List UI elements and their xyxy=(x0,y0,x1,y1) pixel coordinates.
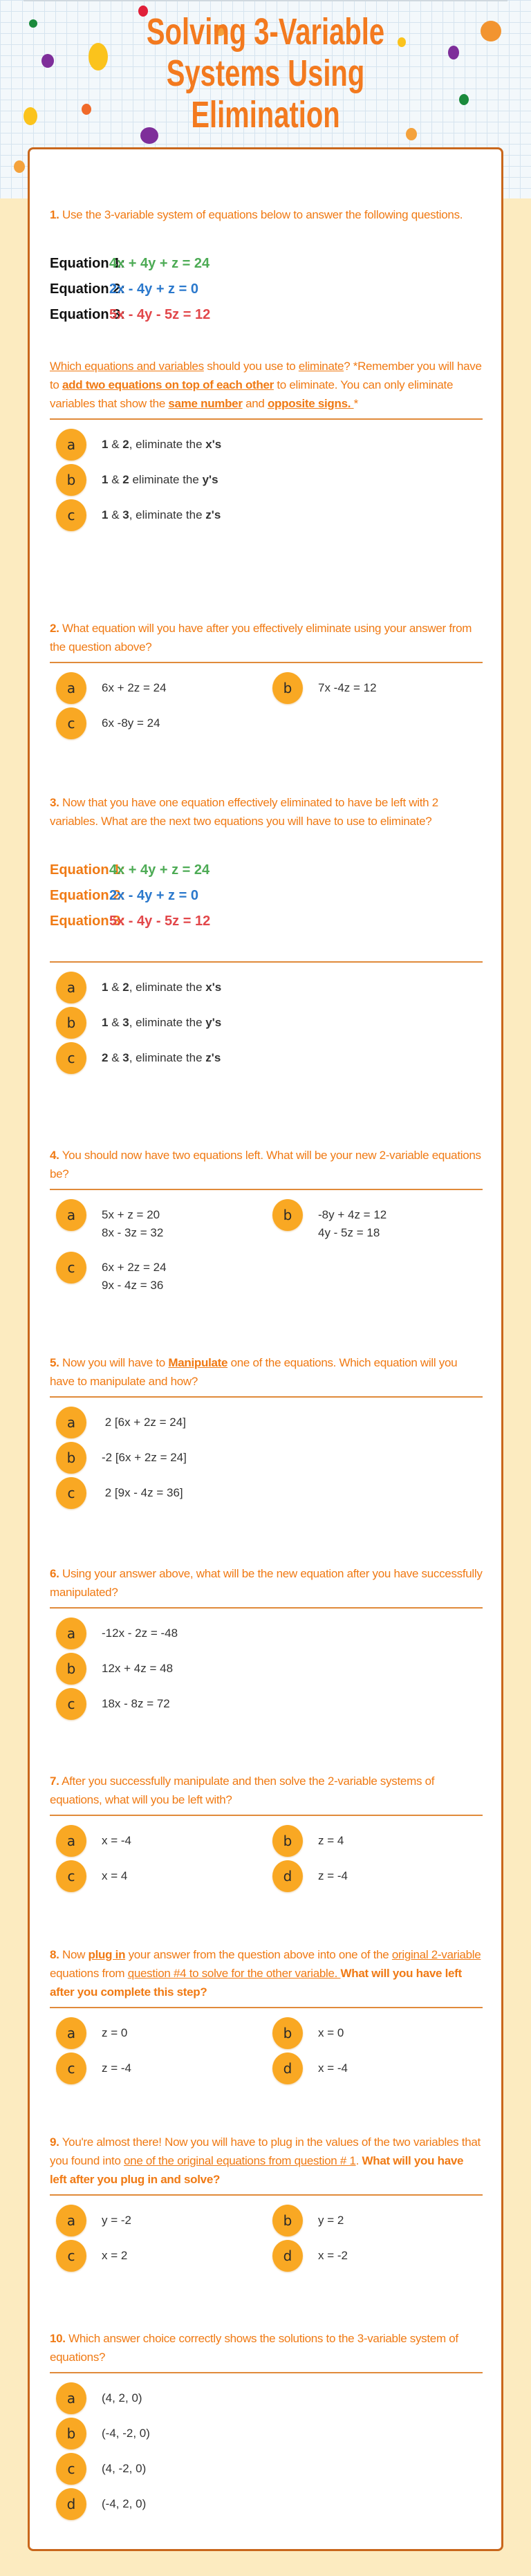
paint-splat-orange xyxy=(14,160,25,173)
option-text-part: 1 xyxy=(102,472,109,486)
underlined-text: add two equations on top of each other xyxy=(62,378,274,391)
option-text-part: 3 xyxy=(122,508,129,521)
option-letter-badge[interactable]: a xyxy=(56,429,86,461)
option-text xyxy=(102,679,167,697)
option-text xyxy=(102,2495,146,2513)
answer-option-c[interactable] xyxy=(50,2240,266,2275)
divider xyxy=(50,1607,483,1609)
option-text xyxy=(318,2024,344,2042)
divider xyxy=(50,1189,483,1190)
question-text-segment: one of the equations. Which equation will you have to manipulate and how? xyxy=(50,1356,458,1388)
answer-option-a[interactable] xyxy=(50,1618,483,1653)
equation-label: Equation 1: xyxy=(50,256,125,271)
underlined-text: Manipulate xyxy=(168,1356,228,1369)
question-text-segment: You're almost there! Now you will have to plug in the values of the two variables that you found into xyxy=(50,2135,481,2167)
option-letter-badge[interactable]: c xyxy=(56,1860,86,1892)
option-text-part: 1 xyxy=(102,980,109,994)
option-text-part: z = 0 xyxy=(102,2026,128,2039)
option-text xyxy=(102,2247,127,2265)
option-letter-badge[interactable]: c xyxy=(56,1042,86,1074)
equation-label: Equation 2: xyxy=(50,281,125,297)
answer-option-d[interactable] xyxy=(50,2488,483,2523)
answer-option-c[interactable] xyxy=(50,1860,266,1896)
question-text xyxy=(50,1353,483,1391)
answer-option-a[interactable] xyxy=(50,1407,483,1442)
answer-option-b[interactable] xyxy=(50,2418,483,2453)
option-letter-badge[interactable]: b xyxy=(272,2205,303,2236)
answer-option-b[interactable] xyxy=(50,1007,483,1042)
question-text-segment: * xyxy=(353,397,358,410)
option-letter-badge[interactable]: b xyxy=(272,672,303,704)
equation-list xyxy=(50,251,483,328)
answer-option-b[interactable] xyxy=(50,1653,483,1688)
question-3 xyxy=(50,793,483,1077)
option-letter-badge[interactable]: a xyxy=(56,2017,86,2049)
option-text-line: 8x - 3z = 32 xyxy=(102,1225,164,1239)
option-text-part: , eliminate the xyxy=(129,437,206,451)
question-2 xyxy=(50,619,483,743)
question-number: 4. xyxy=(50,1149,59,1162)
option-letter-badge[interactable]: c xyxy=(56,2053,86,2084)
option-text xyxy=(102,506,221,524)
answer-option-c[interactable] xyxy=(50,499,483,535)
divider xyxy=(50,418,483,420)
option-text-line: 5x + z = 20 xyxy=(102,1207,160,1221)
equation-label: Equation 3: xyxy=(50,914,125,929)
option-text xyxy=(102,436,221,454)
question-number: 6. xyxy=(50,1567,59,1580)
question-text-segment: Now you will have to xyxy=(59,1356,169,1369)
answer-option-d[interactable] xyxy=(266,1860,483,1896)
question-text xyxy=(50,2329,483,2366)
question-4 xyxy=(50,1146,483,1295)
answer-option-b[interactable] xyxy=(50,464,483,499)
option-text-part: 2 xyxy=(122,980,129,994)
option-text-part: x = -2 xyxy=(318,2248,348,2262)
equation-list xyxy=(50,858,483,934)
answer-option-b[interactable] xyxy=(266,2205,483,2240)
option-text-line: 9x - 4z = 36 xyxy=(102,1278,164,1292)
question-text-segment: After you successfully manipulate and then solve the 2-variable systems of equations, what will you be left with? xyxy=(50,1775,435,1806)
option-text xyxy=(102,1832,131,1850)
answer-option-c[interactable] xyxy=(50,1252,266,1295)
question-text-segment: should you use to xyxy=(203,360,299,373)
question-text xyxy=(50,1564,483,1602)
option-text xyxy=(102,1206,163,1242)
option-text-part: 3 xyxy=(122,1050,129,1064)
question-text xyxy=(50,793,483,831)
option-letter-badge[interactable]: b xyxy=(56,1007,86,1039)
question-text-segment: your answer from the question above into one of the xyxy=(125,1948,392,1961)
question-number: 5. xyxy=(50,1356,59,1369)
question-text-segment: Use the 3-variable system of equations below to answer the following questions. xyxy=(59,208,463,221)
option-text-line: -8y + 4z = 12 xyxy=(318,1207,387,1221)
paint-splat-green xyxy=(29,19,37,28)
option-text xyxy=(102,2389,142,2407)
equation-2 xyxy=(50,277,483,302)
option-letter-badge[interactable]: b xyxy=(56,2418,86,2449)
option-text xyxy=(102,1449,187,1467)
answer-option-d[interactable] xyxy=(266,2240,483,2275)
answer-option-b[interactable] xyxy=(50,1442,483,1477)
answer-option-a[interactable] xyxy=(50,2017,266,2053)
option-text-part: x = -4 xyxy=(102,1833,131,1847)
question-9 xyxy=(50,2133,483,2275)
option-text xyxy=(102,1484,183,1502)
question-text-segment: to eliminate. You can only eliminate variables that show the xyxy=(50,378,454,410)
answer-options xyxy=(50,1199,483,1295)
option-letter-badge[interactable]: a xyxy=(56,2382,86,2414)
answer-option-b[interactable] xyxy=(266,672,483,707)
option-text-part: (-4, 2, 0) xyxy=(102,2496,147,2510)
answer-option-c[interactable] xyxy=(50,707,266,743)
equation-label: Equation 3: xyxy=(50,307,125,322)
option-text-part: z = -4 xyxy=(318,1869,348,1882)
option-text-part: 1 xyxy=(102,508,109,521)
equation-label: Equation 1: xyxy=(50,862,125,878)
answer-options xyxy=(50,1825,483,1896)
question-10 xyxy=(50,2329,483,2523)
question-number: 9. xyxy=(50,2135,59,2149)
question-number: 7. xyxy=(50,1775,59,1788)
option-text-part: x's xyxy=(205,980,222,994)
option-text-part: 6x + 2z = 24 xyxy=(102,680,167,694)
answer-option-c[interactable] xyxy=(50,1477,483,1512)
option-letter-badge[interactable]: a xyxy=(56,1407,86,1438)
question-text-segment: . xyxy=(355,2154,362,2167)
option-text-part: & xyxy=(108,437,123,451)
answer-option-b[interactable] xyxy=(266,1825,483,1860)
answer-option-d[interactable] xyxy=(266,2053,483,2088)
answer-options xyxy=(50,972,483,1077)
option-text xyxy=(318,2212,344,2230)
option-text-part: z's xyxy=(205,1050,221,1064)
question-text xyxy=(50,205,483,224)
page-title-line-2: Systems Using xyxy=(166,53,365,94)
option-text-part: 12x + 4z = 48 xyxy=(102,1661,174,1675)
option-text xyxy=(102,1259,167,1295)
option-letter-badge[interactable]: c xyxy=(56,1477,86,1509)
option-letter-badge[interactable]: c xyxy=(56,1252,86,1284)
option-text-part: & xyxy=(108,1050,123,1064)
answer-options xyxy=(50,2382,483,2523)
question-number: 3. xyxy=(50,796,59,809)
question-text-segment: and xyxy=(242,397,268,410)
equation-expression: 5x - 4y - 5z = 12 xyxy=(109,914,211,929)
option-text-part: , eliminate the xyxy=(129,1050,206,1064)
equation-expression: 2x - 4y + z = 0 xyxy=(109,281,198,297)
paint-splat-orange xyxy=(481,21,501,41)
answer-option-a[interactable] xyxy=(50,429,483,464)
question-7 xyxy=(50,1772,483,1896)
question-text xyxy=(50,619,483,656)
option-letter-badge[interactable]: d xyxy=(272,2053,303,2084)
option-text-part: x = 4 xyxy=(102,1869,128,1882)
option-text-part: 7x -4z = 12 xyxy=(318,680,377,694)
option-letter-badge[interactable]: a xyxy=(56,672,86,704)
option-letter-badge[interactable]: a xyxy=(56,2205,86,2236)
answer-option-b[interactable] xyxy=(266,1199,483,1252)
option-text-part: & xyxy=(108,508,123,521)
option-letter-badge[interactable]: c xyxy=(56,2453,86,2485)
divider xyxy=(50,2007,483,2008)
option-letter-badge[interactable]: c xyxy=(56,499,86,531)
equation-expression: 5x - 4y - 5z = 12 xyxy=(109,307,211,322)
option-letter-badge[interactable]: a xyxy=(56,972,86,1003)
question-text xyxy=(50,1146,483,1183)
divider xyxy=(50,2372,483,2373)
option-text xyxy=(102,714,160,732)
option-text xyxy=(102,2460,146,2478)
answer-option-c[interactable] xyxy=(50,1688,483,1723)
answer-option-c[interactable] xyxy=(50,2453,483,2488)
option-text xyxy=(318,1867,348,1885)
equation-expression: 2x - 4y + z = 0 xyxy=(109,888,198,903)
paint-splat-yellow xyxy=(24,107,37,125)
answer-option-a[interactable] xyxy=(50,972,483,1007)
option-letter-badge[interactable]: a xyxy=(56,1618,86,1649)
option-text-line: 6x + 2z = 24 xyxy=(102,1260,167,1274)
question-text-segment: Which answer choice correctly shows the solutions to the 3-variable system of equations? xyxy=(50,2332,458,2364)
answer-options xyxy=(50,429,483,535)
answer-option-a[interactable] xyxy=(50,2382,483,2418)
question-prompt xyxy=(50,357,483,413)
option-text-part: eliminate the xyxy=(129,472,203,486)
question-text-segment: ? *Remember you will have to xyxy=(50,360,482,391)
equation-2 xyxy=(50,883,483,909)
question-number: 1. xyxy=(50,208,59,221)
question-text-segment: Using your answer above, what will be the new equation after you have successfully manipulated? xyxy=(50,1567,483,1599)
question-number: 2. xyxy=(50,622,59,635)
option-text xyxy=(102,979,221,997)
option-letter-badge[interactable]: b xyxy=(56,1442,86,1474)
answer-options xyxy=(50,1618,483,1723)
option-letter-badge[interactable]: b xyxy=(56,464,86,496)
underlined-text: plug in xyxy=(88,1948,126,1961)
question-6 xyxy=(50,1564,483,1723)
option-text-part: z = 4 xyxy=(318,1833,344,1847)
option-text-part: -12x - 2z = -48 xyxy=(102,1626,178,1640)
option-text-part: x = 0 xyxy=(318,2026,344,2039)
option-letter-badge[interactable]: b xyxy=(272,1199,303,1231)
option-text-part: , eliminate the xyxy=(129,980,206,994)
option-letter-badge[interactable]: d xyxy=(56,2488,86,2520)
option-letter-badge[interactable]: d xyxy=(272,2240,303,2272)
option-letter-badge[interactable]: d xyxy=(272,1860,303,1892)
option-letter-badge[interactable]: b xyxy=(272,2017,303,2049)
equation-label: Equation 2: xyxy=(50,888,125,903)
underlined-text: opposite signs. xyxy=(267,397,354,410)
option-letter-badge[interactable]: c xyxy=(56,1688,86,1720)
answer-options xyxy=(50,2205,483,2275)
answer-option-c[interactable] xyxy=(50,2053,266,2088)
option-text-part: y's xyxy=(202,472,218,486)
answer-option-a[interactable] xyxy=(50,2205,266,2240)
equation-3 xyxy=(50,909,483,934)
divider xyxy=(50,1815,483,1816)
option-text-part: 2 xyxy=(122,472,129,486)
question-text xyxy=(50,2133,483,2189)
option-text xyxy=(318,1832,344,1850)
option-text-part: 2 xyxy=(122,437,129,451)
option-letter-badge[interactable]: a xyxy=(56,1825,86,1857)
underlined-text: one of the original equations from question # 1 xyxy=(124,2154,356,2167)
option-text-part: 2 [9x - 4z = 36] xyxy=(102,1485,183,1499)
option-text-part: 18x - 8z = 72 xyxy=(102,1696,170,1710)
option-text xyxy=(102,2024,127,2042)
divider xyxy=(50,2194,483,2196)
question-5 xyxy=(50,1353,483,1512)
equation-1 xyxy=(50,858,483,883)
underlined-text: Which equations and variables xyxy=(50,360,204,373)
option-letter-badge[interactable]: b xyxy=(56,1653,86,1685)
question-text-segment: You should now have two equations left. What will be your new 2-variable equations be? xyxy=(50,1149,481,1180)
option-text-part: , eliminate the xyxy=(129,508,206,521)
divider xyxy=(50,961,483,963)
option-text-part: 6x -8y = 24 xyxy=(102,716,160,730)
option-text-part: , eliminate the xyxy=(129,1015,206,1029)
divider xyxy=(50,1396,483,1398)
option-text-part: z's xyxy=(205,508,221,521)
question-text-segment: What will you have left after you complete this step? xyxy=(50,1967,462,1999)
option-text xyxy=(102,1867,127,1885)
question-8 xyxy=(50,1945,483,2088)
option-text xyxy=(102,1014,221,1032)
question-number: 10. xyxy=(50,2332,66,2345)
option-text xyxy=(102,1414,186,1431)
option-text xyxy=(102,1624,178,1642)
option-text xyxy=(318,679,377,697)
option-text xyxy=(102,1695,170,1713)
option-letter-badge[interactable]: b xyxy=(272,1825,303,1857)
option-text-part: -2 [6x + 2z = 24] xyxy=(102,1450,187,1464)
equation-expression: 4x + 4y + z = 24 xyxy=(109,862,210,878)
option-text xyxy=(102,1660,173,1678)
option-text-part: y = 2 xyxy=(318,2213,344,2227)
option-text xyxy=(318,1206,386,1242)
option-text-part: 1 xyxy=(102,437,109,451)
option-text-part: y's xyxy=(205,1015,222,1029)
question-text-segment: What will you have left after you plug in and solve? xyxy=(50,2154,464,2186)
answer-options xyxy=(50,672,483,743)
answer-option-b[interactable] xyxy=(266,2017,483,2053)
option-text-part: 2 xyxy=(102,1050,109,1064)
underlined-text: original 2-variable xyxy=(391,1948,481,1961)
equation-expression: 4x + 4y + z = 24 xyxy=(109,256,210,271)
question-text xyxy=(50,1945,483,2001)
option-letter-badge[interactable]: c xyxy=(56,2240,86,2272)
option-text xyxy=(318,2247,348,2265)
option-text-part: (-4, -2, 0) xyxy=(102,2426,150,2440)
page-title-line-3: Elimination xyxy=(191,94,340,136)
question-text-segment: Now xyxy=(59,1948,88,1961)
question-text-segment: equations from xyxy=(50,1967,128,1980)
answer-option-a[interactable] xyxy=(50,672,266,707)
option-text-part: 2 [6x + 2z = 24] xyxy=(102,1415,186,1429)
answer-options xyxy=(50,2017,483,2088)
option-text xyxy=(102,1049,221,1067)
underlined-text: same number xyxy=(168,397,243,410)
option-text-part: 1 xyxy=(102,1015,109,1029)
option-text-part: 3 xyxy=(122,1015,129,1029)
divider xyxy=(50,662,483,663)
question-text-segment: Now that you have one equation effectively eliminated to have be left with 2 variables. What are the next two equations you will have to use to eliminate? xyxy=(50,796,438,828)
question-text-segment: What equation will you have after you effectively eliminate using your answer from the question above? xyxy=(50,622,472,654)
option-text xyxy=(102,471,218,489)
option-text-part: (4, 2, 0) xyxy=(102,2391,142,2404)
paint-splat-purple xyxy=(41,54,54,68)
option-text-part: x = -4 xyxy=(318,2061,348,2075)
option-text xyxy=(318,2059,348,2077)
answer-option-a[interactable] xyxy=(50,1199,266,1252)
option-text-line: 4y - 5z = 18 xyxy=(318,1225,380,1239)
answer-options xyxy=(50,1407,483,1512)
answer-option-c[interactable] xyxy=(50,1042,483,1077)
option-text-part: x = 2 xyxy=(102,2248,128,2262)
option-text xyxy=(102,2212,131,2230)
question-number: 8. xyxy=(50,1948,59,1961)
question-text xyxy=(50,1772,483,1809)
option-text-part: z = -4 xyxy=(102,2061,131,2075)
underlined-text: question #4 to solve for the other variable. xyxy=(127,1967,341,1980)
equation-3 xyxy=(50,302,483,328)
option-text-part: & xyxy=(108,1015,123,1029)
underlined-text: eliminate xyxy=(298,360,344,373)
page-title-line-1: Solving 3-Variable xyxy=(146,11,385,53)
answer-option-a[interactable] xyxy=(50,1825,266,1860)
option-text-part: & xyxy=(108,472,123,486)
option-text-part: (4, -2, 0) xyxy=(102,2461,147,2475)
option-text-part: x's xyxy=(205,437,222,451)
option-text xyxy=(102,2425,150,2443)
equation-1 xyxy=(50,251,483,277)
option-letter-badge[interactable]: c xyxy=(56,707,86,739)
option-letter-badge[interactable]: a xyxy=(56,1199,86,1231)
option-text-part: y = -2 xyxy=(102,2213,131,2227)
question-1 xyxy=(50,205,483,535)
option-text-part: & xyxy=(108,980,123,994)
option-text xyxy=(102,2059,131,2077)
